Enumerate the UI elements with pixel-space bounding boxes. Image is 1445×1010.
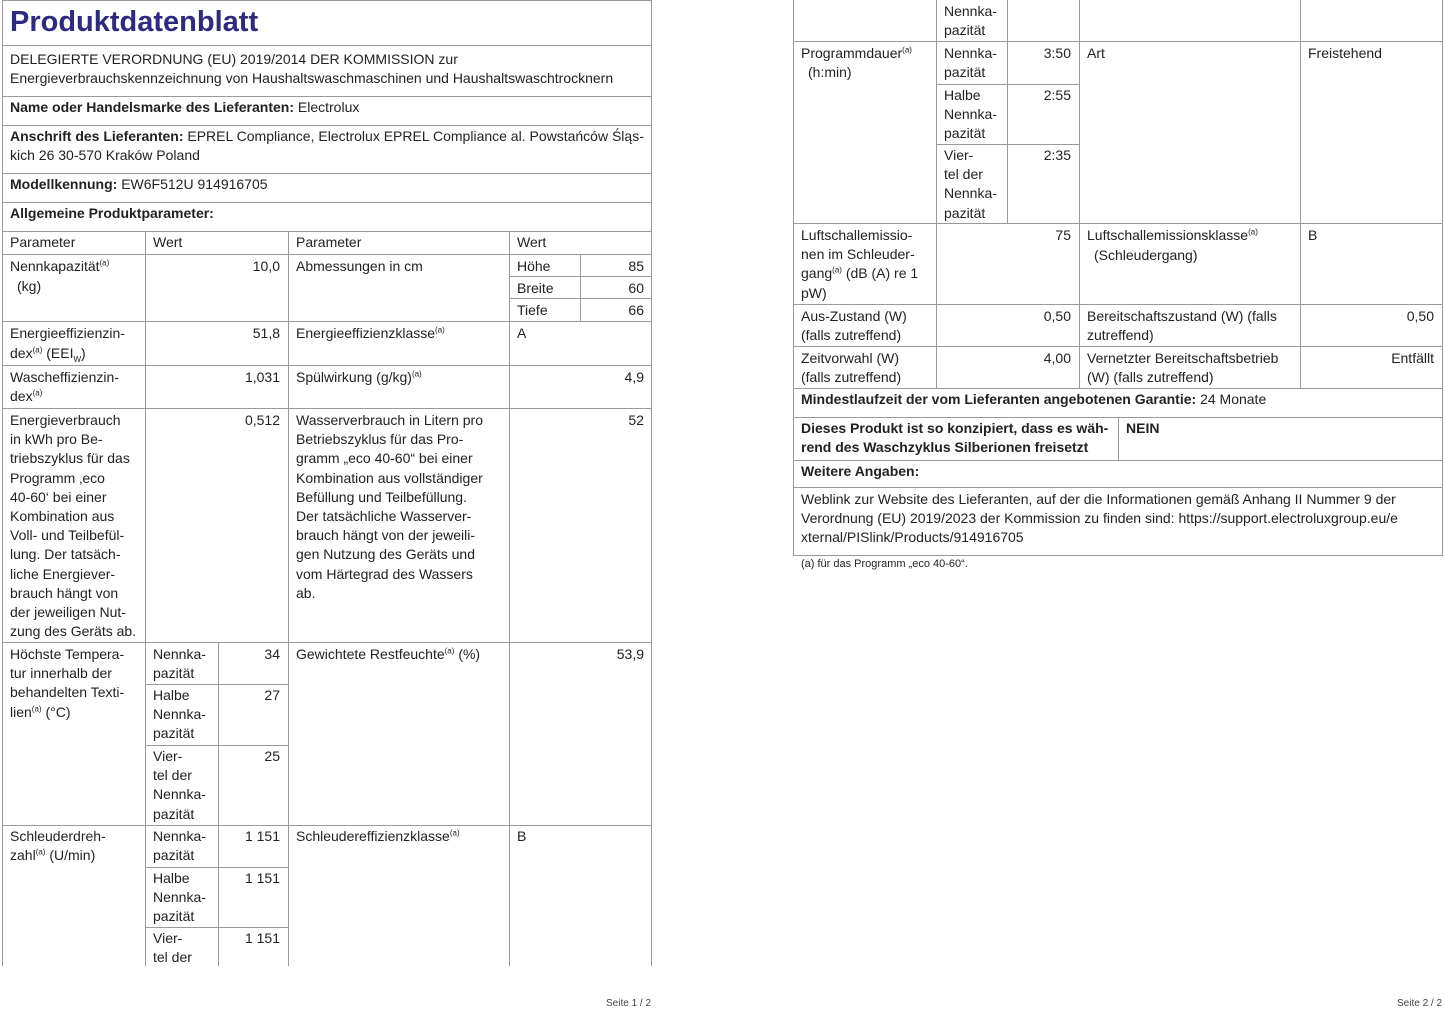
weblink-text: Weblink zur Website des Lieferanten, auf der die Informationen gemäß Anhang II Nummer 9 der Verordnung (EU) 2019/2023 der Kommission zu finden sind: https://support.electroluxgroup.eu/e xternal/PISlink/Products/914916705 [801,491,1398,546]
spin-rated-value: 1 151 [244,828,280,844]
page-number: Seite 2 / 2 [1397,998,1443,1009]
warranty-label: Mindestlaufzeit der vom Lieferanten angebotenen Garantie: [801,391,1197,407]
spin-speed-label: Schleuderdreh- zahl$^{(a)}$ (U/min) [10,828,106,864]
energy-consumption-value: 0,512 [244,412,280,428]
temperature-rated-label: Nennka- pazität [153,646,206,682]
height-label: Höhe [517,258,551,274]
energy-class-label: Energieeffizienzklasse$^{(a)}$ [296,325,445,341]
spin-class-value: B [517,828,527,844]
spin-quarter-label-cont: Nennka- pazität [944,3,997,39]
energy-class-value: A [517,325,527,341]
wei-label-line2: dex$^{(a)}$ [10,388,43,404]
wei-label: Wascheffizienzin- [10,369,119,385]
duration-quarter-label: Vier- tel der Nennka- pazität [944,147,997,221]
standby-value: 0,50 [1406,308,1434,324]
warranty-value: 24 Monate [1200,391,1267,407]
eei-value: 51,8 [252,325,280,341]
temperature-quarter-label: Vier- tel der Nennka- pazität [153,748,206,822]
spin-half-label: Halbe Nennka- pazität [153,870,206,925]
capacity-unit: (kg) [17,278,42,294]
moisture-value: 53,9 [616,646,644,662]
duration-half-label: Halbe Nennka- pazität [944,87,997,142]
col-header-wert: Wert [517,234,547,250]
spin-class-label: Schleudereffizienzklasse$^{(a)}$ [296,828,460,844]
temperature-half-label: Halbe Nennka- pazität [153,687,206,742]
noise-class-label-line2: (Schleudergang) [1094,247,1198,263]
address-row [10,127,644,146]
address-value-line2: kich 26 30-570 Kraków Poland [10,147,200,163]
model-value: EW6F512U 914916705 [121,176,268,192]
model-row [10,175,268,194]
supplier-label: Name oder Handelsmarke des Lieferanten: [10,99,294,115]
width-label: Breite [517,280,554,296]
duration-label: Programmdauer$^{(a)}$ [801,45,912,61]
noise-label: Luftschallemissio- nen im Schleuder- gang$^{(a)}$ (dB (A) re 1 pW) [801,227,919,301]
noise-class-label: Luftschallemissionsklasse$^{(a)}$ [1087,227,1258,243]
delay-start-label: Zeitvorwahl (W) (falls zutreffend) [801,350,902,386]
silver-ions-value: NEIN [1126,420,1160,436]
temperature-quarter-value: 25 [264,748,280,764]
networked-standby-label: Vernetzter Bereitschaftsbetrieb (W) (falls zutreffend) [1087,350,1279,386]
capacity-value: 10,0 [252,258,280,274]
table-border [2,0,652,1]
supplier-row [10,98,359,117]
noise-class-value: B [1308,227,1318,243]
temperature-label: Höchste Tempera- tur innerhalb der behandelten Texti- lien$^{(a)}$ (°C) [10,646,125,720]
spin-half-value: 1 151 [244,870,280,886]
type-label: Art [1087,45,1105,61]
footnote: (a) für das Programm „eco 40-60“. [801,558,968,570]
off-mode-label: Aus-Zustand (W) (falls zutreffend) [801,308,907,344]
water-consumption-value: 52 [628,412,644,428]
rinse-value: 4,9 [624,369,644,385]
eei-label: Energieeffizienzin- [10,325,125,341]
height-value: 85 [628,258,644,274]
off-mode-value: 0,50 [1043,308,1071,324]
table-border [651,0,652,966]
energy-consumption-label: Energieverbrauch in kWh pro Be- triebszyklus für das Programm ‚eco 40-60‘ bei einer Kombination aus Voll- und Teilbefül- lung. Der tatsäch- liche Energiever- brauch hängt von der jeweiligen Nut- zung des Geräts ab. [10,412,137,640]
delay-start-value: 4,00 [1043,350,1071,366]
type-value: Freistehend [1308,45,1382,61]
spin-rated-label: Nennka- pazität [153,828,206,864]
col-header-wert: Wert [153,234,183,250]
spin-quarter-label: Vier- tel der [153,930,192,966]
silver-ions-label: Dieses Produkt ist so konzipiert, dass es wäh- rend des Waschzyklus Silberionen freisetzt [801,420,1109,456]
duration-unit: (h:min) [808,64,852,80]
width-value: 60 [628,280,644,296]
networked-standby-value: Entfällt [1391,350,1434,366]
spin-quarter-value: 1 151 [244,930,280,946]
temperature-rated-value: 34 [264,646,280,662]
regulation-text: DELEGIERTE VERORDNUNG (EU) 2019/2014 DER KOMMISSION zur Energieverbrauchskennzeichnung von Haushaltswaschmaschinen und Haushaltswaschtrocknern [10,51,614,87]
noise-value: 75 [1055,227,1071,243]
depth-value: 66 [628,302,644,318]
moisture-label: Gewichtete Restfeuchte$^{(a)}$ (%) [296,646,481,662]
col-header-parameter: Parameter [296,234,362,250]
wei-value: 1,031 [244,369,280,385]
capacity-label: Nennkapazität$^{(a)}$ [10,258,110,274]
temperature-half-value: 27 [264,687,280,703]
supplier-value: Electrolux [297,99,360,115]
standby-label: Bereitschaftszustand (W) (falls zutreffend) [1087,308,1277,344]
table-border [2,0,3,966]
rinse-label: Spülwirkung $(g/kg)^{(a)}$ [296,369,422,385]
further-info-label: Weitere Angaben: [801,463,920,479]
duration-rated-label: Nennka- pazität [944,45,997,81]
address-value: EPREL Compliance, Electrolux EPREL Compliance al. Powstańców Śląs- [187,128,644,144]
model-label: Modellkennung: [10,176,118,192]
water-consumption-label: Wasserverbrauch in Litern pro Betriebszyklus für das Pro- gramm „eco 40-60“ bei einer Kombination aus vollständiger Befüllung und Teilbefüllung. Der tatsächliche Wasserver- brauch hängt von der jeweili- gen Nutzung des Geräts und vom Härtegrad des Wassers ab. [296,412,484,601]
duration-rated-value: 3:50 [1043,45,1071,61]
eei-label-line2: dex$^{(a)}$ $(EEI_W)$ [10,345,86,364]
duration-half-value: 2:55 [1043,87,1071,103]
duration-quarter-value: 2:35 [1043,147,1071,163]
warranty-row [801,390,1266,409]
col-header-parameter: Parameter [10,234,76,250]
depth-label: Tiefe [517,302,548,318]
address-label: Anschrift des Lieferanten: [10,128,184,144]
general-params-label: Allgemeine Produktparameter: [10,205,214,221]
dimensions-label: Abmessungen in cm [296,258,423,274]
page-number: Seite 1 / 2 [606,998,652,1009]
document-title: Produktdatenblatt [10,6,259,38]
